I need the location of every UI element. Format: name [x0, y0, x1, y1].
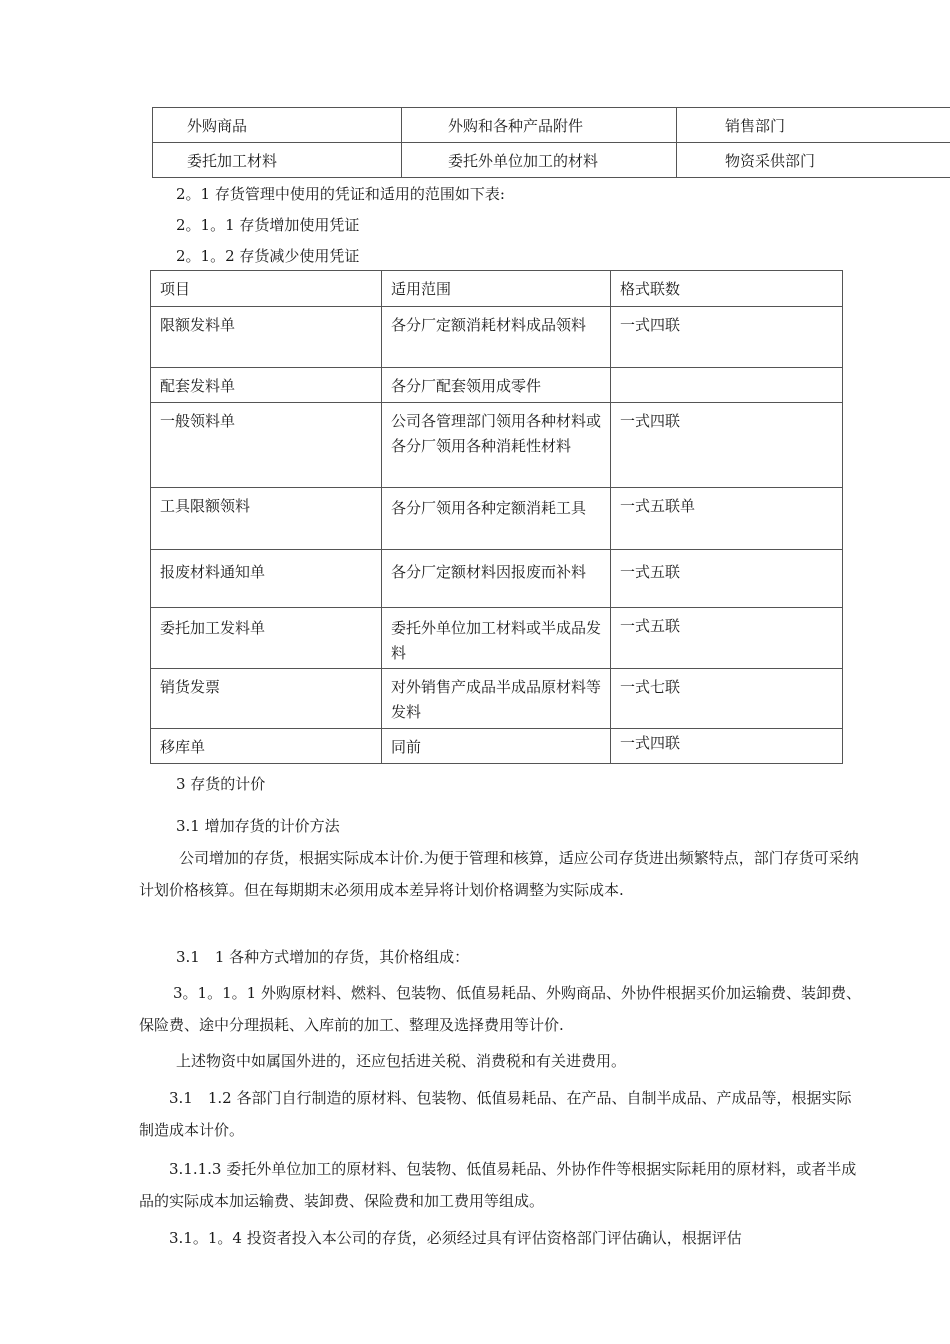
- paragraph: 3。1。1。1 外购原材料、燃料、包装物、低值易耗品、外购商品、外协件根据买价加运输费、装卸费、保险费、途中分理损耗、入库前的加工、整理及选择费用等计价.: [139, 984, 861, 1034]
- table-row: [151, 550, 843, 608]
- table-cell: 报废材料通知单: [151, 550, 382, 608]
- section-3-heading: 3 存货的计价: [176, 775, 266, 793]
- table-cell: 销售部门: [677, 108, 950, 143]
- table-row: [151, 608, 843, 669]
- paragraph: 3.1。1。4 投资者投入本公司的存货，必须经过具有评估资格部门评估确认，根据评估: [169, 1229, 742, 1247]
- table-cell: 配套发料单: [151, 368, 382, 403]
- table-cell: 各分厂定额消耗材料成品领料: [382, 307, 611, 368]
- table-cell: 各分厂定额材料因报废而补料: [382, 550, 611, 608]
- table-cell: 一式四联: [611, 403, 843, 488]
- table-cell: 外购商品: [153, 108, 402, 143]
- column-header: 项目: [151, 271, 382, 307]
- paragraph: 3.1.1.3 委托外单位加工的原材料、包装物、低值易耗品、外协作件等根据实际耗用的原材料，或者半成品的实际成本加运输费、装卸费、保险费和加工费用等组成。: [139, 1160, 857, 1210]
- heading-2-1-1: 2。1。1 存货增加使用凭证: [176, 216, 360, 234]
- table-cell: 对外销售产成品半成品原材料等发料: [382, 669, 611, 729]
- table-row: [151, 729, 843, 764]
- table-row: [151, 403, 843, 488]
- table-vouchers: [150, 270, 843, 764]
- table-row: [151, 669, 843, 729]
- table-cell: 委托加工发料单: [151, 608, 382, 669]
- table-cell: 各分厂配套领用成零件: [382, 368, 611, 403]
- table-cell: 一式七联: [611, 669, 843, 729]
- table-cell: 各分厂领用各种定额消耗工具: [382, 488, 611, 550]
- table-cell: 物资采供部门: [677, 143, 950, 178]
- paragraph: 公司增加的存货，根据实际成本计价.为便于管理和核算，适应公司存货进出频繁特点，部门存货可采纳计划价格核算。但在每期期末必须用成本差异将计划价格调整为实际成本.: [139, 849, 859, 899]
- table-cell: 移库单: [151, 729, 382, 764]
- table-row: [151, 368, 843, 403]
- table-cell: 外购和各种产品附件: [402, 108, 677, 143]
- table-cell: 公司各管理部门领用各种材料或各分厂领用各种消耗性材料: [382, 403, 611, 488]
- column-header: 适用范围: [382, 271, 611, 307]
- table-row: [153, 108, 950, 143]
- table-cell: 一式四联: [611, 729, 843, 764]
- table-cell: 一式五联单: [611, 488, 843, 550]
- table-cell: 委托外单位加工材料或半成品发料: [382, 608, 611, 669]
- column-header: 格式联数: [611, 271, 843, 307]
- table-cell: 委托外单位加工的材料: [402, 143, 677, 178]
- table-cell: 工具限额领料: [151, 488, 382, 550]
- table-cell: [611, 368, 843, 403]
- table-cell: 限额发料单: [151, 307, 382, 368]
- table-cell: 委托加工材料: [153, 143, 402, 178]
- table-cell: 同前: [382, 729, 611, 764]
- table-header-row: [151, 271, 843, 307]
- table-cell: 一般领料单: [151, 403, 382, 488]
- section-3-1-1-heading: 3.1 1 各种方式增加的存货，其价格组成：: [176, 948, 470, 966]
- table-row: [153, 143, 950, 178]
- table-top: [152, 107, 950, 178]
- heading-2-1: 2。1 存货管理中使用的凭证和适用的范围如下表:: [176, 185, 505, 203]
- heading-2-1-2: 2。1。2 存货减少使用凭证: [176, 247, 360, 265]
- table-row: [151, 488, 843, 550]
- table-cell: 一式四联: [611, 307, 843, 368]
- paragraph: 3.1 1.2 各部门自行制造的原材料、包装物、低值易耗品、在产品、自制半成品、产成品等，根据实际制造成本计价。: [139, 1089, 852, 1139]
- table-cell: 一式五联: [611, 608, 843, 669]
- table-cell: 销货发票: [151, 669, 382, 729]
- section-3-1-heading: 3.1 增加存货的计价方法: [176, 817, 340, 835]
- table-row: [151, 307, 843, 368]
- paragraph: 上述物资中如属国外进的，还应包括进关税、消费税和有关进费用。: [176, 1052, 627, 1070]
- table-cell: 一式五联: [611, 550, 843, 608]
